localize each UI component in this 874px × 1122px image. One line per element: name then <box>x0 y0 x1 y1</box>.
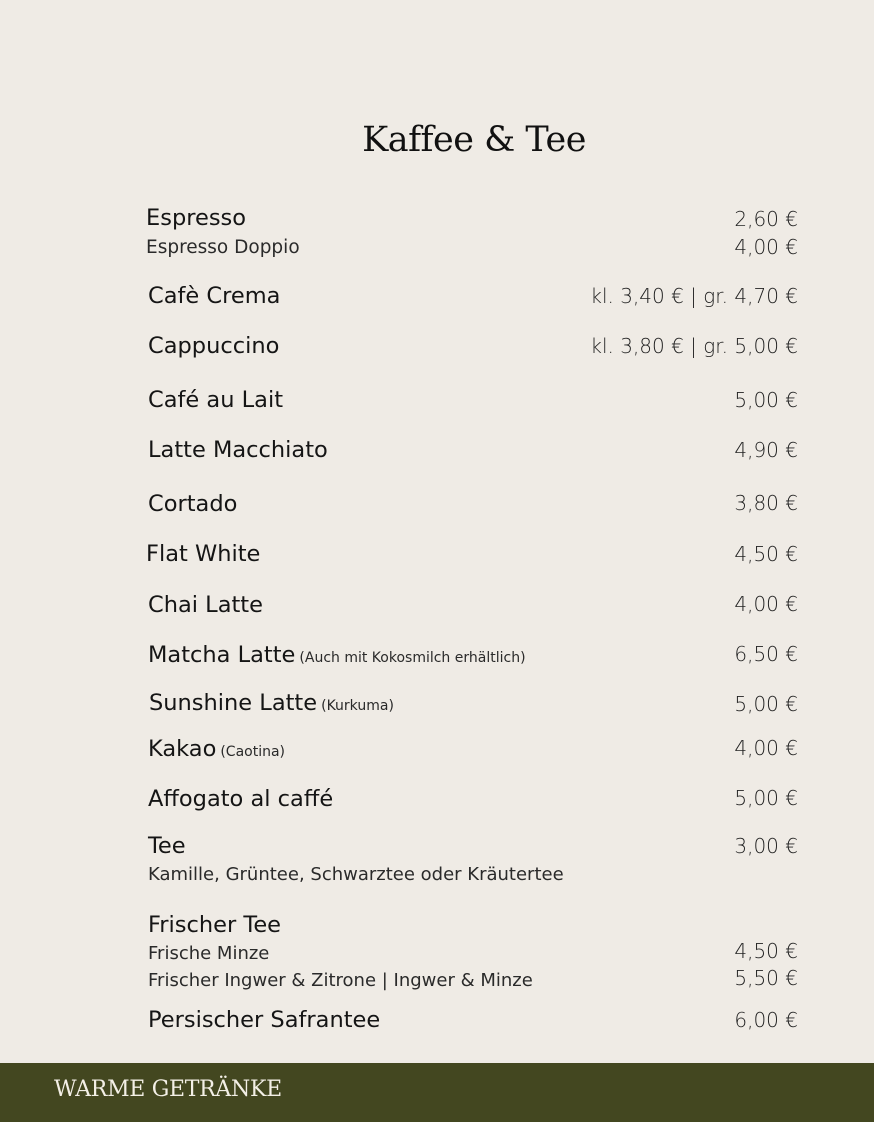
menu-item-row <box>148 736 285 762</box>
menu-item-price: 5,00 € <box>734 388 798 412</box>
menu-item-note: (Caotina) <box>220 744 286 760</box>
menu-item-name: Matcha Latte <box>148 642 296 668</box>
menu-item-name: Espresso Doppio <box>146 237 300 258</box>
menu-item-name: Cappuccino <box>148 333 280 359</box>
menu-item-name: Affogato al caffé <box>148 786 334 812</box>
menu-item-price: 4,00 € <box>734 592 798 616</box>
menu-item-name: Chai Latte <box>148 592 263 618</box>
menu-item-note: (Kurkuma) <box>321 698 394 714</box>
menu-item-name: Espresso <box>146 205 247 231</box>
menu-item-name: Tee <box>148 833 186 859</box>
menu-item-price: 5,00 € <box>734 692 798 716</box>
menu-item-description: Kamille, Grüntee, Schwarztee oder Kräutertee <box>148 864 564 885</box>
menu-item-variant: Frische Minze <box>148 943 270 964</box>
menu-item-price: 4,90 € <box>734 438 798 462</box>
section-label: WARME GETRÄNKE <box>54 1077 282 1102</box>
menu-item-name: Persischer Safrantee <box>148 1007 381 1033</box>
menu-item-price: kl. 3,40 € | gr. 4,70 € <box>590 284 798 308</box>
menu-item-name: Cafè Crema <box>148 283 281 309</box>
menu-item-name: Latte Macchiato <box>148 437 328 463</box>
menu-item-price: 3,00 € <box>734 834 798 858</box>
menu-item-name: Flat White <box>146 541 261 567</box>
menu-item-row <box>149 690 394 716</box>
menu-item-price: 2,60 € <box>734 207 798 231</box>
menu-item-price: 6,00 € <box>734 1008 798 1032</box>
menu-item-name: Kakao <box>148 736 217 762</box>
menu-item-name: Cortado <box>148 491 238 517</box>
menu-item-price: 4,50 € <box>734 542 798 566</box>
menu-item-name: Café au Lait <box>148 387 284 413</box>
menu-item-row <box>148 642 526 668</box>
menu-item-price: 4,00 € <box>734 235 798 259</box>
menu-item-name: Sunshine Latte <box>149 690 318 716</box>
menu-item-price: 4,00 € <box>734 736 798 760</box>
menu-item-note: (Auch mit Kokosmilch erhältlich) <box>299 650 526 666</box>
page-title: Kaffee & Tee <box>362 120 586 160</box>
menu-item-price: 6,50 € <box>734 642 798 666</box>
menu-item-price: kl. 3,80 € | gr. 5,00 € <box>590 334 798 358</box>
footer-band <box>0 1063 874 1122</box>
menu-item-variant: Frischer Ingwer & Zitrone | Ingwer & Minze <box>148 970 533 991</box>
menu-item-name: Frischer Tee <box>148 912 282 938</box>
menu-item-price: 4,50 € <box>734 939 798 963</box>
menu-item-price: 5,00 € <box>734 786 798 810</box>
menu-item-price: 5,50 € <box>734 966 798 990</box>
menu-item-price: 3,80 € <box>734 491 798 515</box>
